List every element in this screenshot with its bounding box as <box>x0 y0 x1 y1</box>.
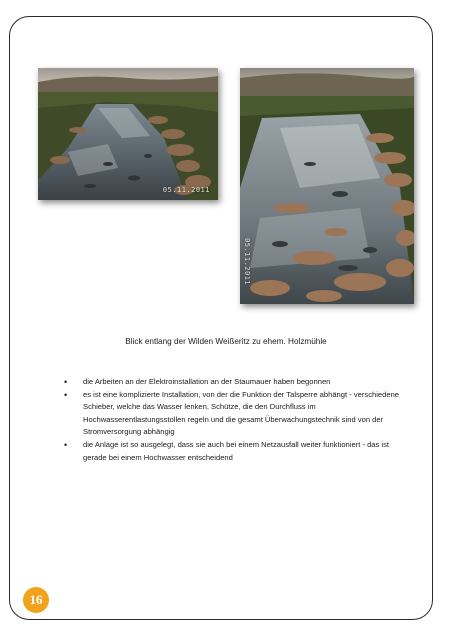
river-photo-left <box>38 68 218 200</box>
page-number-badge: 16 <box>23 587 49 613</box>
list-item: • die Anlage ist so ausgelegt, dass sie auch bei einem Netzausfall weiter funktioniert - das ist gerade bei einem Hochwasser entscheidend <box>62 439 414 464</box>
photo-date-stamp: 05.11.2011 <box>162 186 210 194</box>
river-photo-right <box>240 68 414 304</box>
river-photo-left-image <box>38 68 218 200</box>
photo-date-stamp: 05.11.2011 <box>243 238 251 286</box>
river-photo-right-image <box>240 68 414 304</box>
bullet-list <box>62 376 414 464</box>
photo-caption: Blick entlang der Wilden Weißeritz zu ehem. Holzmühle <box>125 337 327 347</box>
list-item: • es ist eine komplizierte Installation, von der die Funktion der Talsperre abhängt - verschiedene Schieber, welche das Wasser lenken, Schütze, die den Durchfluss im Hochwasserentlastungsstollen regeln und die gesamt Überwachungstechnik sind von der Stromversorgung abhängig <box>62 389 414 439</box>
list-item: • die Arbeiten an der Elektroinstallation an der Staumauer haben begonnen <box>62 376 414 389</box>
